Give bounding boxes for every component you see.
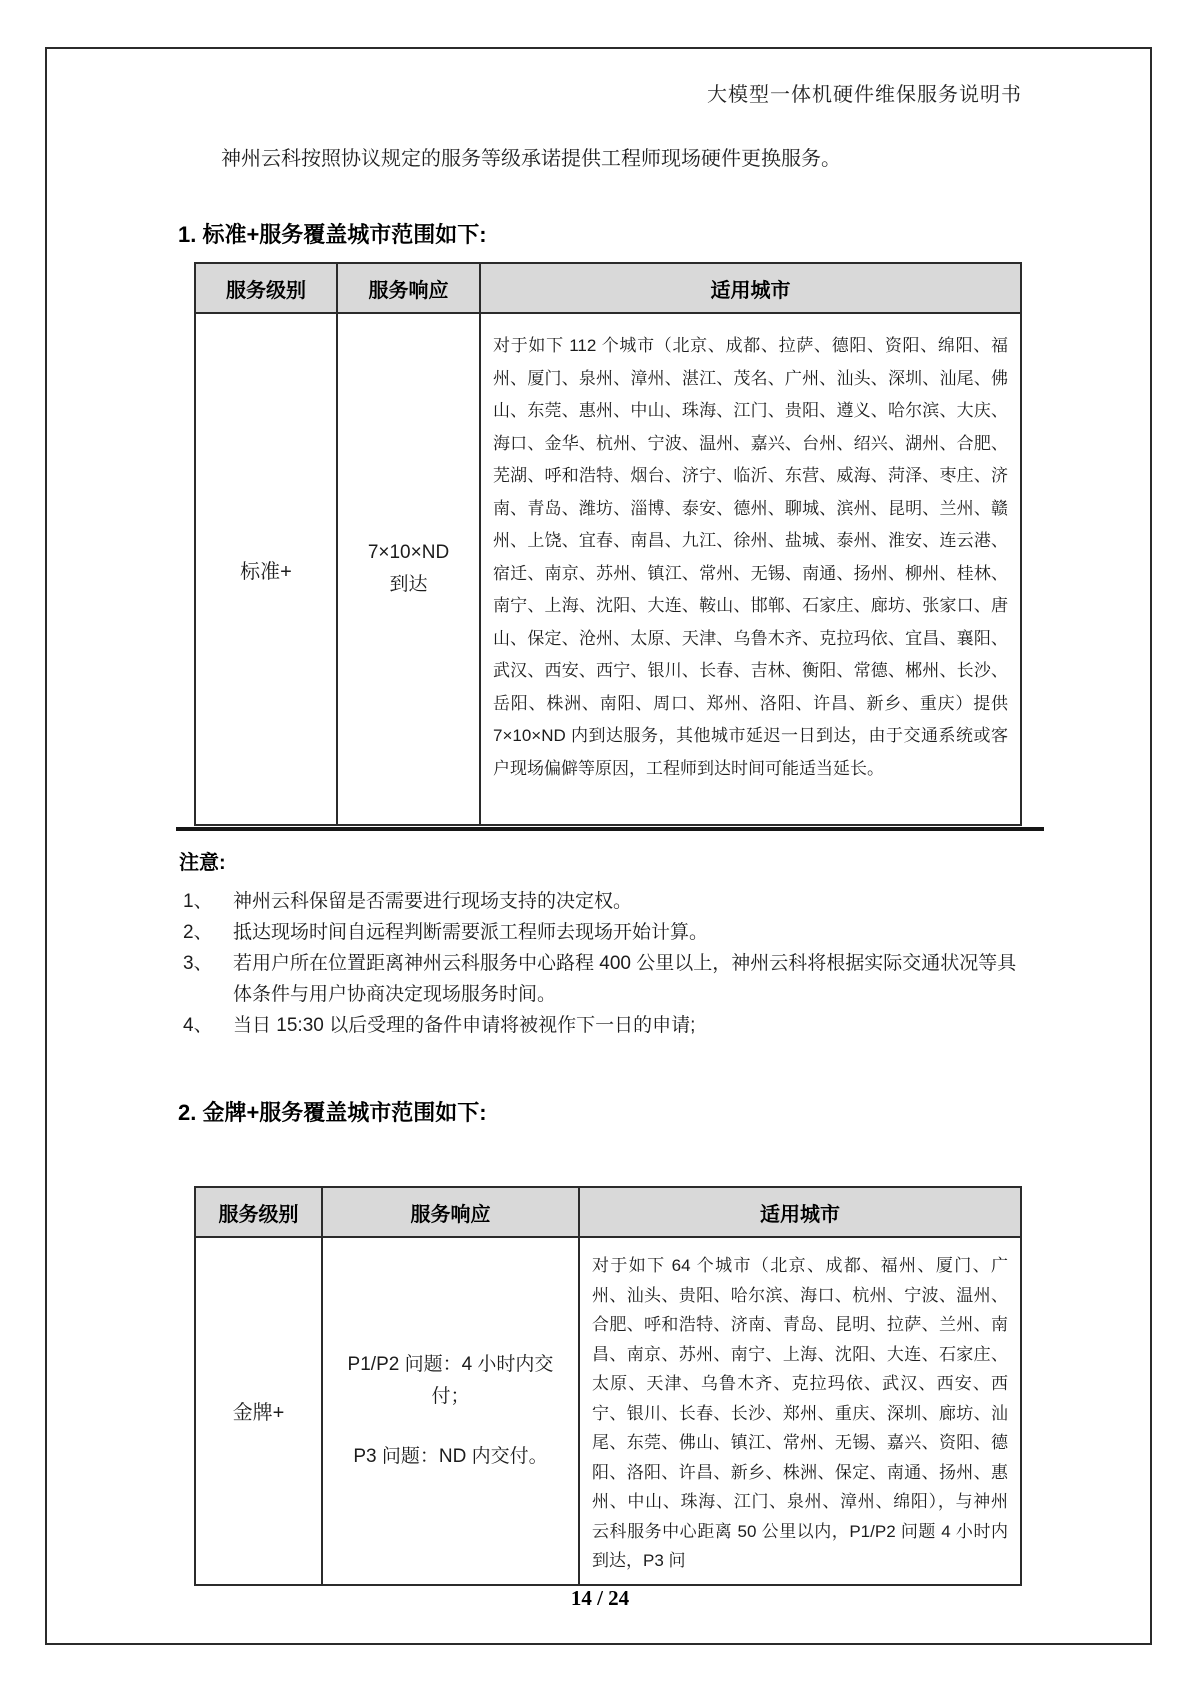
col-header-service-level: 服务级别 — [195, 1187, 322, 1237]
service-level-cell: 金牌+ — [195, 1237, 322, 1585]
note-text: 当日 15:30 以后受理的备件申请将被视作下一日的申请; — [233, 1015, 696, 1036]
service-response-cell — [337, 313, 480, 825]
service-level-cell: 标准+ — [195, 313, 337, 825]
service-response-cell — [322, 1237, 579, 1585]
section-2-heading: 2. 金牌+服务覆盖城市范围如下: — [178, 1100, 487, 1125]
note-item — [183, 886, 1035, 917]
table-row — [195, 313, 1021, 825]
doc-header-title: 大模型一体机硬件维保服务说明书 — [707, 84, 1022, 106]
page-number: 14 / 24 — [570, 1586, 630, 1610]
note-number: 3、 — [183, 953, 213, 974]
col-header-service-level: 服务级别 — [195, 263, 337, 313]
response-paragraph-1: P1/P2 问题：4 小时内交付； — [347, 1353, 554, 1407]
notes-title: 注意: — [179, 852, 226, 874]
applicable-cities-cell: 对于如下 112 个城市（北京、成都、拉萨、德阳、资阳、绵阳、福州、厦门、泉州、漳州、湛江、茂名、广州、汕头、深圳、汕尾、佛山、东莞、惠州、中山、珠海、江门、贵阳、遵义、哈尔滨、大庆、海口、金华、杭州、宁波、温州、嘉兴、台州、绍兴、湖州、合肥、芜湖、呼和浩特、烟台、济宁、临沂、东营、威海、菏泽、枣庄、济南、青岛、潍坊、淄博、泰安、德州、聊城、滨州、昆明、兰州、赣州、上饶、宜春、南昌、九江、徐州、盐城、泰州、淮安、连云港、宿迁、南京、苏州、镇江、常州、无锡、南通、扬州、柳州、桂林、南宁、上海、沈阳、大连、鞍山、邯郸、石家庄、廊坊、张家口、唐山、保定、沧州、太原、天津、乌鲁木齐、克拉玛依、宜昌、襄阳、武汉、西安、西宁、银川、长春、吉林、衡阳、常德、郴州、长沙、岳阳、株洲、南阳、周口、郑州、洛阳、许昌、新乡、重庆）提供 7×10×ND 内到达服务，其他城市延迟一日到达，由于交通系统或客户现场偏僻等原因，工程师到达时间可能适当延长。 — [480, 313, 1021, 825]
note-number: 2、 — [183, 922, 213, 943]
note-item — [183, 1010, 1035, 1041]
col-header-service-response: 服务响应 — [337, 263, 480, 313]
col-header-service-response: 服务响应 — [322, 1187, 579, 1237]
response-line-1: 7×10×ND — [367, 542, 450, 563]
note-number: 4、 — [183, 1015, 213, 1036]
response-line-2: 到达 — [389, 574, 428, 595]
note-number: 1、 — [183, 891, 213, 912]
applicable-cities-cell: 对于如下 64 个城市（北京、成都、福州、厦门、广州、汕头、贵阳、哈尔滨、海口、杭州、宁波、温州、合肥、呼和浩特、济南、青岛、昆明、拉萨、兰州、南昌、南京、苏州、南宁、上海、沈阳、大连、石家庄、太原、天津、乌鲁木齐、克拉玛依、武汉、西安、西宁、银川、长春、长沙、郑州、重庆、深圳、廊坊、汕尾、东莞、佛山、镇江、常州、无锡、嘉兴、资阳、德阳、洛阳、许昌、新乡、株洲、保定、南通、扬州、惠州、中山、珠海、江门、泉州、漳州、绵阳），与神州云科服务中心距离 50 公里以内，P1/P2 问题 4 小时内到达，P3 问 — [579, 1237, 1021, 1585]
notes-list — [183, 886, 1035, 1041]
standard-service-table — [194, 262, 1022, 826]
note-text: 神州云科保留是否需要进行现场支持的决定权。 — [233, 891, 633, 912]
note-item — [183, 948, 1035, 1010]
col-header-applicable-cities: 适用城市 — [579, 1187, 1021, 1237]
intro-paragraph: 神州云科按照协议规定的服务等级承诺提供工程师现场硬件更换服务。 — [221, 148, 841, 170]
section-divider-rule — [176, 827, 1044, 831]
note-text: 抵达现场时间自远程判断需要派工程师去现场开始计算。 — [233, 922, 709, 943]
section-1-heading: 1. 标准+服务覆盖城市范围如下: — [178, 222, 487, 247]
response-paragraph-2: P3 问题：ND 内交付。 — [353, 1445, 548, 1467]
table-header-row — [195, 263, 1021, 313]
gold-service-table — [194, 1186, 1022, 1586]
col-header-applicable-cities: 适用城市 — [480, 263, 1021, 313]
note-item — [183, 917, 1035, 948]
table-row — [195, 1237, 1021, 1585]
note-text: 若用户所在位置距离神州云科服务中心路程 400 公里以上，神州云科将根据实际交通状况等具体条件与用户协商决定现场服务时间。 — [233, 953, 1017, 1005]
table-header-row — [195, 1187, 1021, 1237]
